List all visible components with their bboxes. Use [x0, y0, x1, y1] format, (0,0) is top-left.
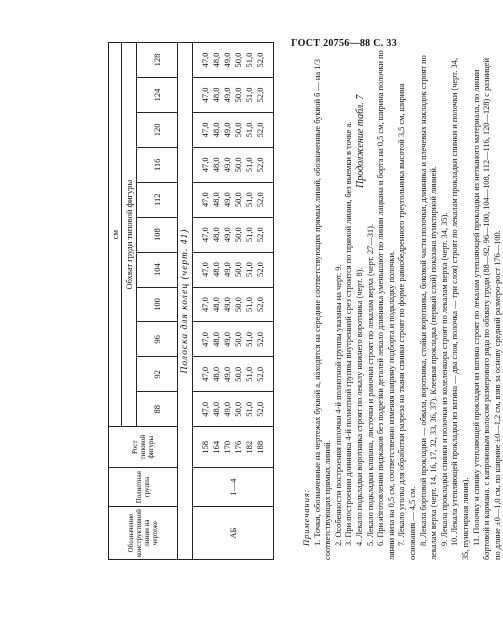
measurement-value: 47,0 [200, 192, 210, 208]
height-value: 188 [255, 440, 265, 454]
value-cell [193, 392, 274, 427]
measurement-value: 48,0 [211, 366, 221, 382]
measurement-value: 52,0 [255, 401, 265, 417]
value-cell [193, 287, 274, 322]
value-cell [193, 357, 274, 392]
col-header-line-designation: Обозначение конструктивной линии на чертеже [109, 507, 178, 560]
measurement-value: 47,0 [200, 122, 210, 138]
note-item: 11. Полочку и спинку утепляющей прокладки из ватина строят по лекалам утепляющей прокладки из нетканого материала, по линии бортовой и кармана. с капроновым волосом размерового ряда по обхвату груди (88—92, 96—100, 104—108, 112—116, 120—128) с разницей по длине ±0—1,0 см, по ширине ±0—1,2 см, взяв за основу средний размеро-рост 176—100. [471, 58, 502, 560]
measurement-value: 50,0 [233, 297, 243, 312]
bust-size-header: 108 [137, 217, 178, 252]
value-cell [193, 322, 274, 357]
measurement-value: 51,0 [244, 227, 254, 243]
col-header-height: Рост типовой фигуры [109, 427, 178, 468]
measurement-value: 51,0 [244, 331, 254, 347]
measurement-value: 49,0 [222, 262, 232, 278]
col-header-fullness-group: Полнотная группа [109, 468, 178, 507]
bust-size-header: 120 [137, 112, 178, 147]
measurement-value: 48,0 [211, 297, 221, 312]
measurement-value: 51,0 [244, 297, 254, 312]
measurement-value: 49,0 [222, 87, 232, 103]
measurement-value: 52,0 [255, 366, 265, 382]
notes-title: Примечания: [302, 488, 311, 546]
measurement-value: 48,0 [211, 227, 221, 243]
measurement-value: 47,0 [200, 401, 210, 417]
measurement-value: 52,0 [255, 192, 265, 208]
section-title: Полоска для колец (черт. 41) [178, 43, 193, 560]
rotated-page-body [12, 42, 502, 602]
bust-size-header: 116 [137, 147, 178, 182]
height-value: 182 [244, 440, 254, 454]
measurement-value: 50,0 [233, 192, 243, 208]
measurement-value: 47,0 [200, 87, 210, 103]
measurement-value: 51,0 [244, 122, 254, 138]
value-cell [193, 43, 274, 78]
note-item: 2. Особенности построения полочки 4-й полнотной группы указаны на черт. 9. [333, 264, 343, 546]
measurement-value: 52,0 [255, 262, 265, 278]
measurement-value: 49,0 [222, 366, 232, 382]
bust-group-header: Обхват груди типовой фигуры [122, 43, 137, 427]
measurement-value: 52,0 [255, 87, 265, 103]
measurement-value: 50,0 [233, 87, 243, 103]
note-item: 6. При изготовлении пиджаков без подрезки деталей лекало длинника уменьшают по линии лацкана и борта на 0,5 см, ширина полочки по линии низа на 0,5 см, соответственно изменяя ширину подборта и подкладку полочки. [376, 50, 396, 560]
bust-size-header: 128 [137, 43, 178, 78]
bust-size-header: 96 [137, 322, 178, 357]
measurement-value: 49,0 [222, 122, 232, 138]
measurement-value: 48,0 [211, 122, 221, 138]
note-item: 1. Точки, обозначенные на чертежах буквой а, находятся на середине соответствующих прямых линий, обозначенные буквой б — на 1/3 соответствующих прямых линий. [312, 59, 333, 560]
measurement-table [108, 42, 274, 560]
measurement-value: 49,0 [222, 331, 232, 347]
page-header: ГОСТ 20756—88 С. 33 [291, 38, 397, 49]
measurement-value: 52,0 [255, 122, 265, 138]
bust-size-header: 88 [137, 392, 178, 427]
measurement-value: 48,0 [211, 331, 221, 347]
group-value: 1—4 [227, 478, 238, 496]
measurement-value: 51,0 [244, 401, 254, 417]
measurement-value: 48,0 [211, 87, 221, 103]
measurement-value: 52,0 [255, 157, 265, 173]
measurement-value: 47,0 [200, 366, 210, 382]
value-cell [193, 112, 274, 147]
measurement-value: 50,0 [233, 122, 243, 138]
measurement-value: 50,0 [233, 262, 243, 278]
note-item: 3. При построении длинника 4-й полнотной группы внутренний срез строится по прямой линии, без выемки в точке а. [344, 121, 354, 546]
measurement-value: 49,0 [222, 297, 232, 312]
measurement-value: 51,0 [244, 52, 254, 68]
value-cell [193, 217, 274, 252]
bust-size-header: 100 [137, 287, 178, 322]
height-value: 164 [211, 440, 221, 454]
measurement-value: 49,0 [222, 401, 232, 417]
continuation-label: Продолжение табл. 7 [355, 94, 366, 188]
measurement-value: 50,0 [233, 227, 243, 243]
measurement-value: 50,0 [233, 366, 243, 382]
cm-label: см [109, 43, 122, 427]
measurement-value: 52,0 [255, 331, 265, 347]
measurement-value: 52,0 [255, 227, 265, 243]
measurement-value: 49,0 [222, 227, 232, 243]
measurement-value: 51,0 [244, 366, 254, 382]
measurement-value: 48,0 [211, 192, 221, 208]
note-item: 8. Лекала бортовой прокладки — обвала, воротника, стойки воротника, боковой части полочки, длинника и плечевых накладок строят по лекалам верха (черт. 14, 16, 17, 32, 33, 36, 37). Клеевая прокладка (первый слой) показана пунктирной линией. [418, 55, 439, 560]
bust-size-header: 92 [137, 357, 178, 392]
height-value: 170 [222, 440, 232, 454]
bust-size-header: 104 [137, 252, 178, 287]
measurement-value: 51,0 [244, 192, 254, 208]
measurement-value: 50,0 [233, 331, 243, 347]
measurement-value: 49,0 [222, 157, 232, 173]
measurement-value: 51,0 [244, 87, 254, 103]
table-row [193, 43, 274, 560]
value-cell [193, 252, 274, 287]
note-item: 9. Лекала прокладки спинки и полочки из колеленкора строят по лекалам верха (черт. 34, 35). [439, 212, 449, 546]
measurement-value: 47,0 [200, 52, 210, 68]
height-value: 158 [200, 440, 210, 454]
value-cell [193, 182, 274, 217]
measurement-value: 51,0 [244, 262, 254, 278]
row-label: АБ [193, 507, 274, 560]
measurement-value: 47,0 [200, 227, 210, 243]
measurement-value: 51,0 [244, 157, 254, 173]
measurement-value: 48,0 [211, 262, 221, 278]
note-item: 5. Лекало подкладки клапана, листочки и рамочки строят по лекалам верха (черт. 27—31). [365, 224, 375, 546]
measurement-value: 47,0 [200, 157, 210, 173]
value-cell [193, 78, 274, 113]
note-item: 4. Лекало подкладки воротника строят по лекалу нижнего воротника (черт. 8). [354, 267, 364, 546]
measurement-value: 50,0 [233, 157, 243, 173]
value-cell [193, 147, 274, 182]
group-cell [193, 468, 274, 507]
measurement-value: 48,0 [211, 52, 221, 68]
measurement-value: 48,0 [211, 401, 221, 417]
measurement-value: 47,0 [200, 331, 210, 347]
measurement-value: 52,0 [255, 52, 265, 68]
height-value: 176 [233, 440, 243, 454]
measurement-value: 50,0 [233, 52, 243, 68]
height-cell [193, 427, 274, 468]
measurement-value: 50,0 [233, 401, 243, 417]
measurement-value: 49,0 [222, 52, 232, 68]
measurement-value: 49,0 [222, 192, 232, 208]
note-item: 7. Лекало уголка для обработки разреза на ткани спинки строят по форме равнобедренного треугольника высотой 3,5 см, ширина основания — 4,5 см. [397, 83, 417, 560]
bust-size-header: 124 [137, 78, 178, 113]
measurement-value: 48,0 [211, 157, 221, 173]
notes-block [302, 50, 503, 560]
measurement-value: 47,0 [200, 297, 210, 312]
measurement-value: 47,0 [200, 262, 210, 278]
measurement-value: 52,0 [255, 297, 265, 312]
bust-size-header: 112 [137, 182, 178, 217]
note-item: 10. Лекала утепляющей прокладки из ватина — два слоя, полочка — три слоя) строят по лекалам прокладки спинки и полочки (черт. 34, 35, пунктирная линия). [450, 58, 470, 560]
